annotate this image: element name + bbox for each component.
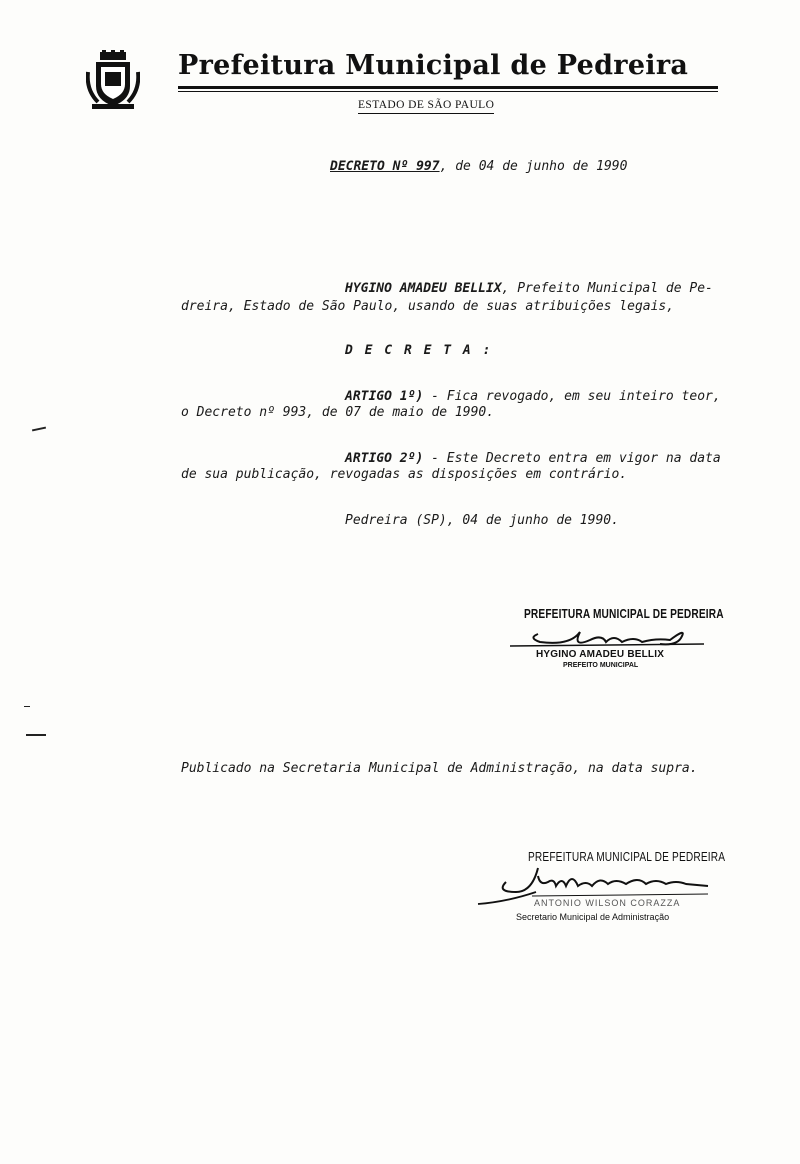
article-1-label: ARTIGO 1º) [345, 389, 424, 404]
article-2-line-2: de sua publicação, revogadas as disposições em contrário. [181, 467, 628, 482]
secretary-stamp: PREFEITURA MUNICIPAL DE PEDREIRA [528, 849, 726, 864]
secretary-role: Secretario Municipal de Administração [516, 912, 670, 922]
preamble-line-1 [345, 281, 713, 296]
header-rule [178, 86, 718, 89]
mayor-name: HYGINO AMADEU BELLIX [345, 281, 502, 296]
coat-of-arms-logo [86, 50, 140, 110]
article-2-line-1 [345, 451, 721, 466]
publication-note: Publicado na Secretaria Municipal de Administração, na data supra. [181, 761, 698, 776]
decree-heading [330, 159, 627, 174]
scan-mark [26, 734, 46, 736]
decree-date: , de 04 de junho de 1990 [439, 159, 628, 174]
mayor-stamp: PREFEITURA MUNICIPAL DE PEDREIRA [524, 606, 724, 621]
article-2-text: - Este Decreto entra em vigor na data [423, 451, 721, 466]
article-1-line-2: o Decreto nº 993, de 07 de maio de 1990. [181, 405, 495, 420]
scan-mark [32, 427, 46, 432]
mayor-role: PREFEITO MUNICIPAL [563, 662, 639, 669]
preamble-line-2: dreira, Estado de São Paulo, usando de suas atribuições legais, [181, 299, 675, 314]
decree-number: DECRETO Nº 997 [330, 159, 440, 174]
header-rule-thin [178, 91, 718, 92]
article-1-line-1 [345, 389, 721, 404]
page-title: Prefeitura Municipal de Pedreira [178, 50, 689, 81]
place-date: Pedreira (SP), 04 de junho de 1990. [345, 513, 619, 528]
secretary-name: ANTONIO WILSON CORAZZA [534, 898, 681, 908]
decreta-heading: D E C R E T A : [345, 343, 493, 358]
preamble-text-1: , Prefeito Municipal de Pe- [501, 281, 713, 296]
state-label: ESTADO DE SÃO PAULO [358, 99, 494, 114]
mayor-name-signature: HYGINO AMADEU BELLIX [536, 649, 665, 660]
article-1-text: - Fica revogado, em seu inteiro teor, [423, 389, 721, 404]
scan-mark [24, 706, 30, 707]
article-2-label: ARTIGO 2º) [345, 451, 424, 466]
